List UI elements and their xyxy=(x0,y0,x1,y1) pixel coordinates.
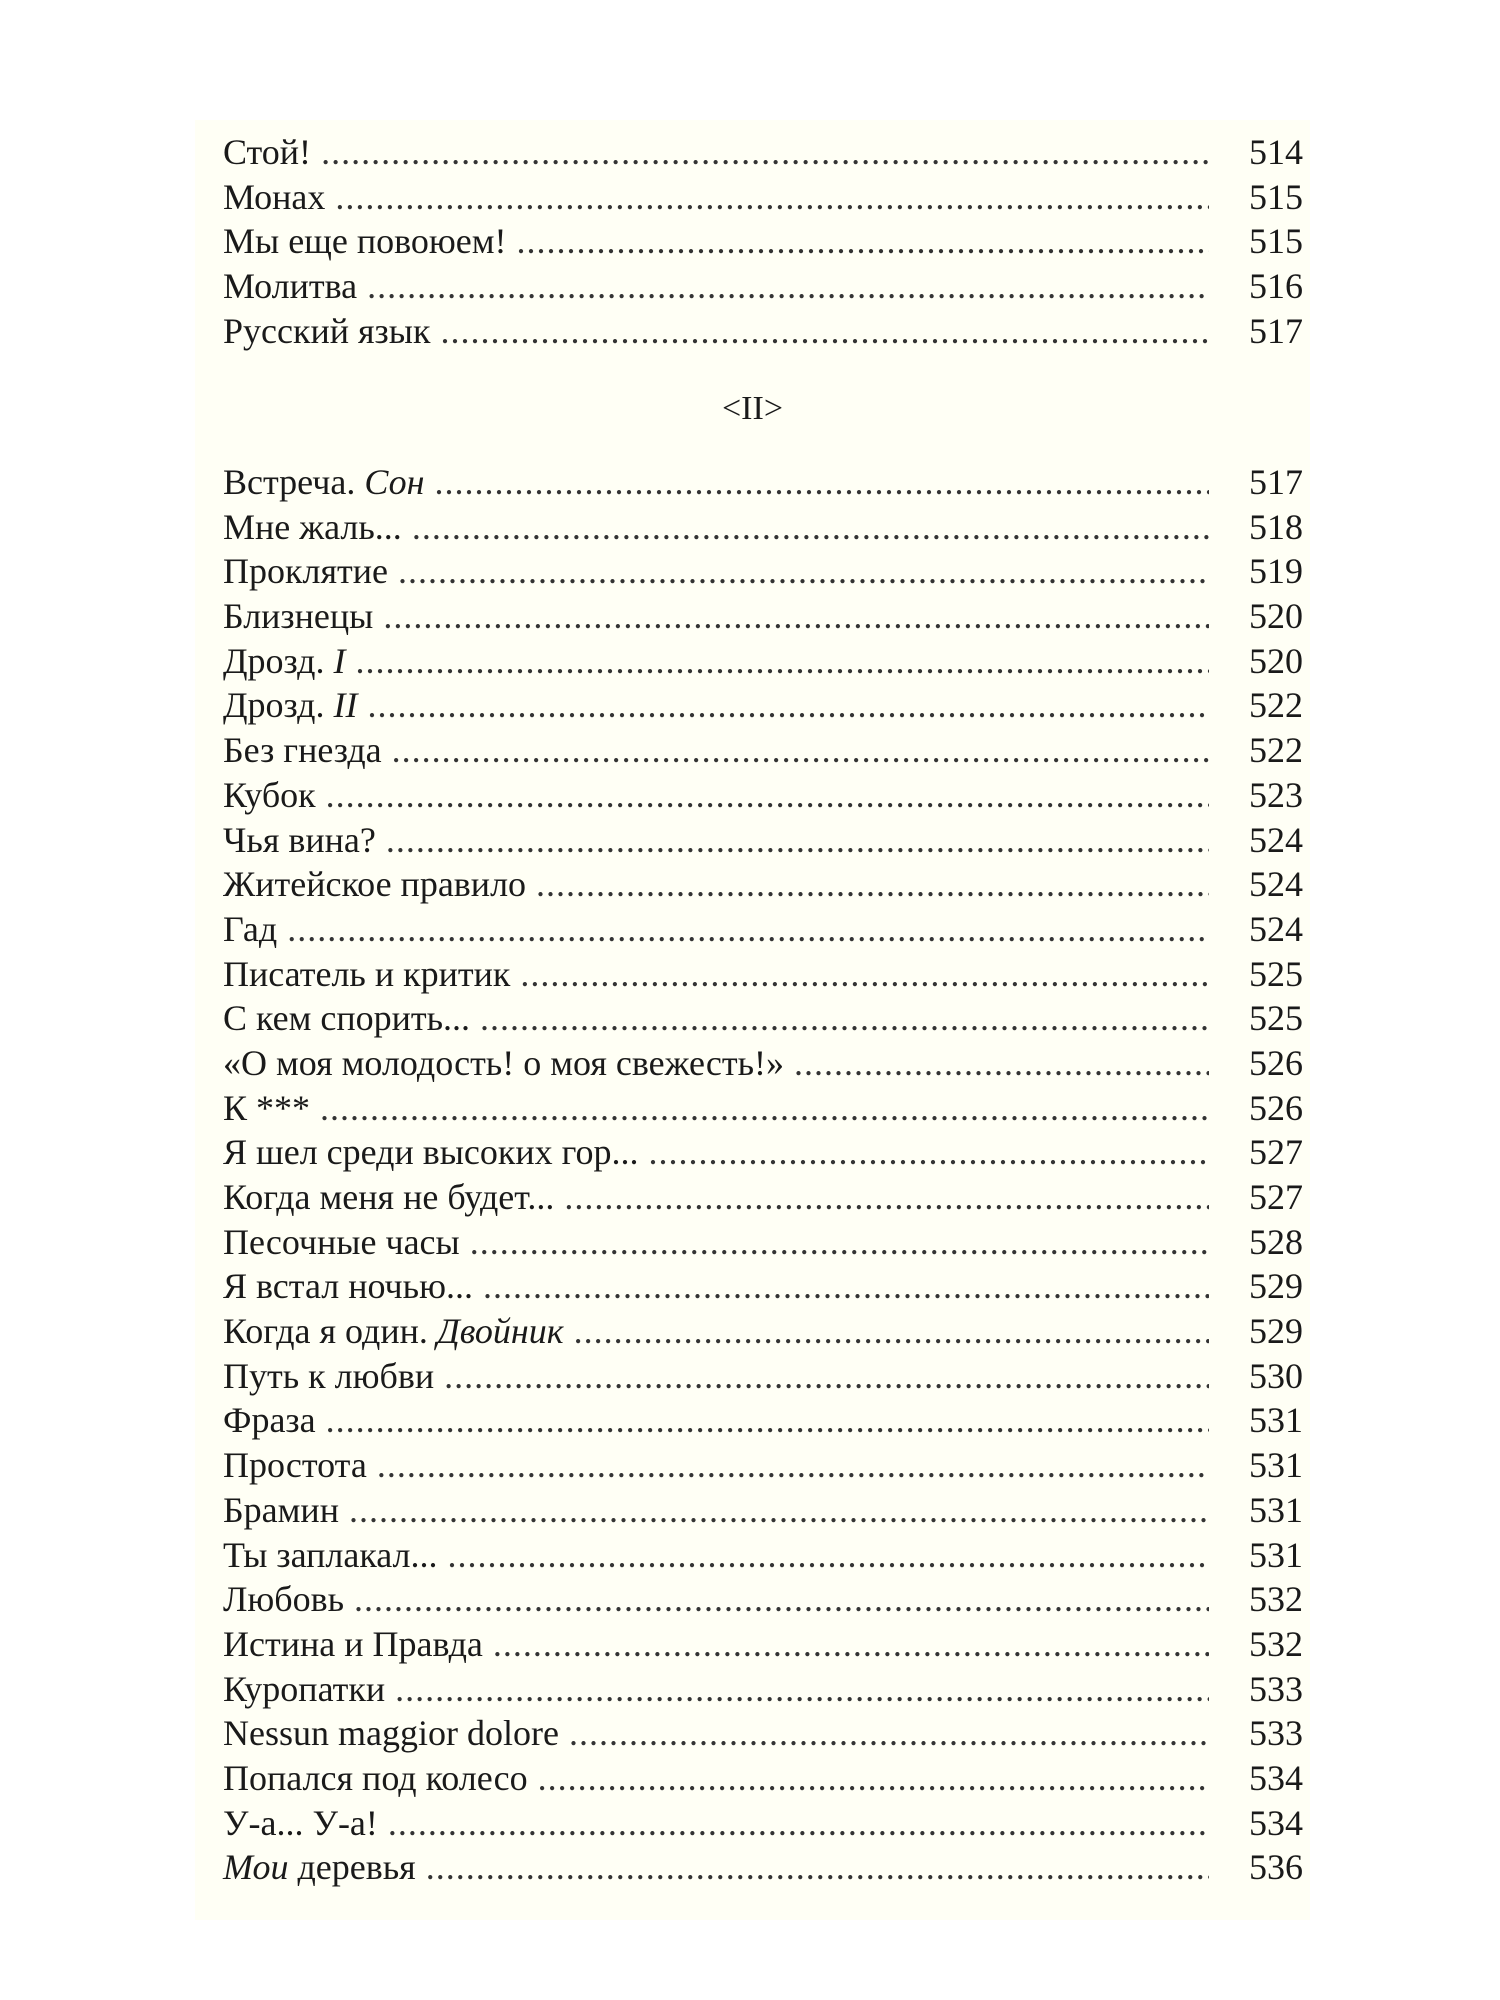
toc-entry xyxy=(223,862,1303,907)
entry-page-number: 525 xyxy=(1249,953,1303,994)
entry-title-text: Мы еще повоюем! xyxy=(223,221,507,262)
entry-title xyxy=(223,1488,339,1532)
entry-title-text: Молитва xyxy=(223,266,358,307)
entry-title xyxy=(223,219,507,263)
toc-entry xyxy=(223,505,1303,550)
entry-page-number: 517 xyxy=(1249,310,1303,351)
dot-leader xyxy=(520,952,1209,996)
entry-page-number: 530 xyxy=(1249,1355,1303,1396)
entry-page-number: 523 xyxy=(1249,774,1303,815)
entry-page-number: 522 xyxy=(1249,685,1303,726)
entry-title-text: деревья xyxy=(288,1847,416,1888)
entry-title-text: Писатель и критик xyxy=(223,953,511,994)
entry-title-text: Монах xyxy=(223,176,326,217)
dot-leader xyxy=(426,1845,1209,1889)
section-heading: <II> xyxy=(722,390,783,427)
dot-leader xyxy=(434,460,1209,504)
dot-leader xyxy=(398,549,1209,593)
entry-title xyxy=(223,728,382,772)
entry-page-number: 531 xyxy=(1249,1534,1303,1575)
entry-title-text: Я шел среди высоких гор... xyxy=(223,1132,639,1173)
entry-title-text: Путь к любви xyxy=(223,1355,435,1396)
entry-page-number: 524 xyxy=(1249,864,1303,905)
entry-title-text: Гад xyxy=(223,908,278,949)
entry-title-text: Мне жаль... xyxy=(223,506,402,547)
entry-title-text: У-а... У-а! xyxy=(223,1802,378,1843)
entry-title xyxy=(223,996,470,1040)
entry-page-number: 515 xyxy=(1249,176,1303,217)
toc-entry xyxy=(223,728,1303,773)
dot-leader xyxy=(538,1756,1209,1800)
entry-page-number: 536 xyxy=(1249,1847,1303,1888)
dot-leader xyxy=(536,862,1209,906)
entry-title-text: К *** xyxy=(223,1087,311,1128)
toc-entry xyxy=(223,1264,1303,1309)
entry-title xyxy=(223,1264,473,1308)
entry-title xyxy=(223,683,357,727)
entry-title-text: Русский язык xyxy=(223,310,431,351)
entry-title-text: Близнецы xyxy=(223,596,374,637)
entry-page-number: 520 xyxy=(1249,640,1303,681)
entry-title xyxy=(223,505,402,549)
entry-title-text: Фраза xyxy=(223,1400,316,1441)
entry-page-number: 517 xyxy=(1249,462,1303,502)
entry-title xyxy=(223,549,388,593)
entry-title xyxy=(223,1577,344,1621)
dot-leader xyxy=(564,1175,1209,1219)
entry-page-number: 534 xyxy=(1249,1757,1303,1798)
entry-title xyxy=(223,1398,316,1442)
entry-title-text: Проклятие xyxy=(223,551,388,592)
entry-title xyxy=(223,773,316,817)
entry-title xyxy=(223,264,357,308)
toc-entry xyxy=(223,1220,1303,1265)
dot-leader xyxy=(392,728,1209,772)
entry-page-number: 531 xyxy=(1249,1489,1303,1530)
entry-page-number: 522 xyxy=(1249,730,1303,771)
toc-entry xyxy=(223,1801,1303,1846)
toc-entry xyxy=(223,130,1303,175)
toc-entry xyxy=(223,309,1303,354)
entry-title xyxy=(223,1533,438,1577)
dot-leader xyxy=(349,1488,1209,1532)
entry-page-number: 534 xyxy=(1249,1802,1303,1843)
dot-leader xyxy=(354,1577,1209,1621)
entry-title xyxy=(223,952,510,996)
toc-entry xyxy=(223,1309,1303,1354)
toc-entry xyxy=(223,1533,1303,1578)
entry-title xyxy=(223,1041,784,1085)
toc-entry xyxy=(223,460,1303,505)
entry-page-number: 524 xyxy=(1249,908,1303,949)
toc-entry xyxy=(223,1443,1303,1488)
toc-entry xyxy=(223,1130,1303,1175)
entry-title-text: Когда меня не будет... xyxy=(223,1177,555,1217)
toc-entry xyxy=(223,264,1303,309)
entry-title-text: Попался под колесо xyxy=(223,1757,528,1798)
entry-page-number: 529 xyxy=(1249,1311,1303,1352)
dot-leader xyxy=(383,594,1209,638)
entry-title-text: Истина и Правда xyxy=(223,1623,483,1664)
dot-leader xyxy=(649,1130,1209,1174)
entry-title-text: Стой! xyxy=(223,132,312,172)
entry-title-text: Кубок xyxy=(223,774,316,815)
entry-title xyxy=(223,1220,460,1264)
dot-leader xyxy=(517,219,1209,263)
entry-title-text: Песочные часы xyxy=(223,1221,460,1262)
dot-leader xyxy=(367,683,1209,727)
dot-leader xyxy=(287,907,1209,951)
book-page xyxy=(195,120,1310,1920)
entry-title xyxy=(223,818,376,862)
toc-entry xyxy=(223,1577,1303,1622)
entry-title xyxy=(223,639,345,683)
entry-title xyxy=(223,1801,378,1845)
dot-leader xyxy=(412,505,1209,549)
entry-page-number: 531 xyxy=(1249,1400,1303,1441)
entry-title xyxy=(223,907,277,951)
entry-title xyxy=(223,1711,559,1755)
entry-title xyxy=(223,1175,554,1219)
dot-leader xyxy=(388,1801,1209,1845)
entry-title-text: Nessun maggior dolore xyxy=(223,1713,559,1754)
entry-page-number: 514 xyxy=(1249,132,1303,172)
entry-title-text: Брамин xyxy=(223,1489,339,1530)
entry-title xyxy=(223,309,430,353)
entry-title xyxy=(223,594,373,638)
entry-page-number: 532 xyxy=(1249,1579,1303,1620)
toc-entry xyxy=(223,996,1303,1041)
entry-title-text: Житейское правило xyxy=(223,864,527,905)
entry-title xyxy=(223,1443,367,1487)
entry-title-text: Когда я один. xyxy=(223,1311,437,1352)
entry-title xyxy=(223,1086,310,1130)
dot-leader xyxy=(493,1622,1209,1666)
dot-leader xyxy=(386,818,1209,862)
toc-entry xyxy=(223,907,1303,952)
entry-title-text: Простота xyxy=(223,1445,367,1486)
dot-leader xyxy=(335,175,1209,219)
entry-title-text: Без гнезда xyxy=(223,730,382,771)
entry-title-italic: Двойник xyxy=(436,1311,564,1352)
toc-entry xyxy=(223,1086,1303,1131)
dot-leader xyxy=(480,996,1209,1040)
dot-leader xyxy=(444,1354,1209,1398)
entry-page-number: 529 xyxy=(1249,1266,1303,1307)
entry-page-number: 524 xyxy=(1249,819,1303,860)
entry-page-number: 526 xyxy=(1249,1087,1303,1128)
toc-entry xyxy=(223,549,1303,594)
dot-leader xyxy=(355,639,1209,683)
entry-page-number: 525 xyxy=(1249,998,1303,1039)
entry-title-italic: II xyxy=(333,685,358,726)
toc-entry xyxy=(223,818,1303,863)
entry-title xyxy=(223,1756,528,1800)
toc-section-1 xyxy=(223,130,1303,353)
toc-entry xyxy=(223,1667,1303,1712)
dot-leader xyxy=(574,1309,1209,1353)
entry-title-italic: Сон xyxy=(364,462,425,502)
entry-title-text: Куропатки xyxy=(223,1668,386,1709)
toc-entry xyxy=(223,594,1303,639)
entry-page-number: 520 xyxy=(1249,596,1303,637)
dot-leader xyxy=(377,1443,1209,1487)
toc-entry xyxy=(223,1041,1303,1086)
entry-title-text: Ты заплакал... xyxy=(223,1534,438,1575)
entry-title-text: Чья вина? xyxy=(223,819,376,860)
entry-title-text: Я встал ночью... xyxy=(223,1266,473,1307)
toc-entry xyxy=(223,952,1303,997)
toc-entry xyxy=(223,175,1303,220)
entry-title xyxy=(223,1309,564,1353)
dot-leader xyxy=(794,1041,1209,1085)
entry-title xyxy=(223,862,526,906)
dot-leader xyxy=(483,1264,1209,1308)
entry-title-text: Дрозд. xyxy=(223,640,334,681)
dot-leader xyxy=(395,1667,1209,1711)
entry-title-text: Встреча. xyxy=(223,462,365,502)
entry-page-number: 533 xyxy=(1249,1713,1303,1754)
toc-entry xyxy=(223,1175,1303,1220)
entry-title-text: Дрозд. xyxy=(223,685,334,726)
entry-page-number: 531 xyxy=(1249,1445,1303,1486)
dot-leader xyxy=(470,1220,1209,1264)
toc-entry xyxy=(223,1756,1303,1801)
dot-leader xyxy=(448,1533,1209,1577)
dot-leader xyxy=(326,1398,1209,1442)
entry-title-italic: I xyxy=(333,640,346,681)
dot-leader xyxy=(440,309,1209,353)
entry-title xyxy=(223,130,311,174)
dot-leader xyxy=(367,264,1209,308)
toc-entry xyxy=(223,219,1303,264)
toc-section-2 xyxy=(223,460,1303,1890)
toc-entry xyxy=(223,683,1303,728)
entry-title-text: Любовь xyxy=(223,1579,345,1620)
entry-page-number: 515 xyxy=(1249,221,1303,262)
entry-title xyxy=(223,1845,416,1889)
toc-entry xyxy=(223,1711,1303,1756)
entry-page-number: 526 xyxy=(1249,1042,1303,1083)
entry-page-number: 519 xyxy=(1249,551,1303,592)
toc-entry xyxy=(223,773,1303,818)
entry-page-number: 518 xyxy=(1249,506,1303,547)
entry-page-number: 527 xyxy=(1249,1177,1303,1217)
dot-leader xyxy=(326,773,1209,817)
toc-entry xyxy=(223,639,1303,684)
dot-leader xyxy=(569,1711,1209,1755)
entry-title xyxy=(223,1622,483,1666)
toc-entry xyxy=(223,1354,1303,1399)
entry-title xyxy=(223,1667,385,1711)
entry-page-number: 516 xyxy=(1249,266,1303,307)
toc-entry xyxy=(223,1488,1303,1533)
entry-title xyxy=(223,1130,639,1174)
entry-title xyxy=(223,460,424,504)
toc-entry xyxy=(223,1845,1303,1890)
entry-title-text: «О моя молодость! о моя свежесть!» xyxy=(223,1042,785,1083)
toc-entry xyxy=(223,1622,1303,1667)
entry-title xyxy=(223,1354,434,1398)
entry-page-number: 533 xyxy=(1249,1668,1303,1709)
entry-title-italic: Мои xyxy=(223,1847,289,1888)
toc-entry xyxy=(223,1398,1303,1443)
entry-page-number: 527 xyxy=(1249,1132,1303,1173)
dot-leader xyxy=(320,1086,1209,1130)
entry-page-number: 528 xyxy=(1249,1221,1303,1262)
dot-leader xyxy=(321,130,1209,174)
entry-title-text: С кем спорить... xyxy=(223,998,471,1039)
entry-page-number: 532 xyxy=(1249,1623,1303,1664)
entry-title xyxy=(223,175,325,219)
